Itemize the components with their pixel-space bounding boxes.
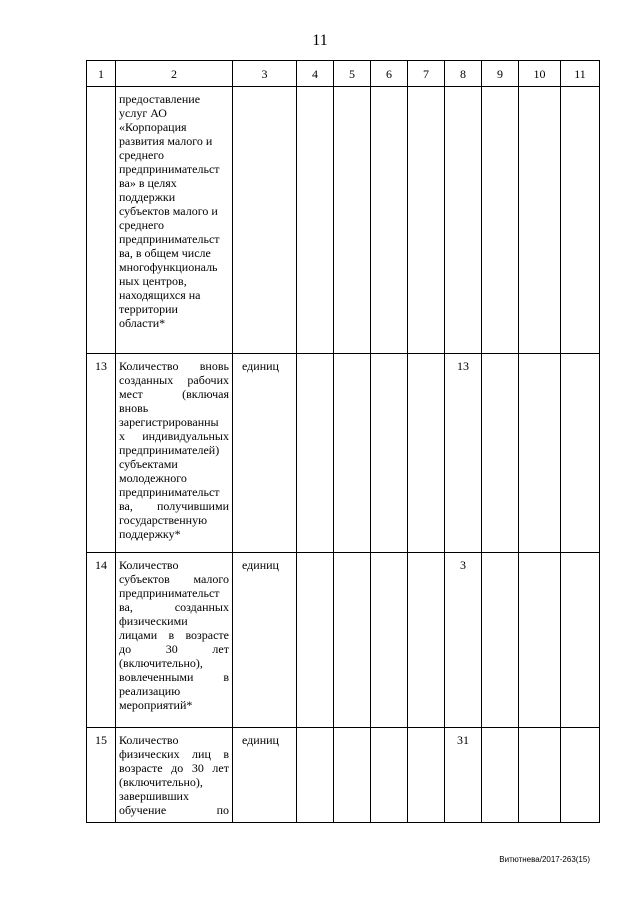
empty-value-cell — [334, 354, 371, 553]
empty-value-cell — [371, 354, 408, 553]
empty-value-cell — [297, 354, 334, 553]
indicator-name-line: завершивших — [119, 789, 189, 803]
indicator-name-line: предпринимательст — [119, 162, 220, 176]
page-number: 11 — [312, 32, 328, 49]
column-header: 6 — [371, 61, 408, 87]
empty-value-cell — [408, 87, 445, 354]
indicator-name-line: предоставление — [119, 92, 201, 106]
empty-value-cell — [561, 354, 600, 553]
value-cell-col8: 13 — [445, 354, 482, 553]
empty-value-cell — [297, 553, 334, 728]
empty-value-cell — [297, 728, 334, 823]
empty-value-cell — [519, 728, 561, 823]
table-row — [87, 354, 600, 553]
indicator-name-line: Количество вновь — [119, 359, 229, 373]
indicator-name-line: зарегистрированны — [119, 415, 219, 429]
indicator-name-line: государственную — [119, 513, 208, 527]
indicator-name-line: (включительно), — [119, 656, 203, 670]
indicator-name-line: ных центров, — [119, 274, 187, 288]
empty-value-cell — [482, 354, 519, 553]
indicator-name-line: реализацию — [119, 684, 181, 698]
row-number: 14 — [87, 553, 116, 728]
indicator-name-line: субъектами — [119, 457, 178, 471]
indicator-name-line: Количество — [119, 733, 179, 747]
header-row — [87, 61, 600, 87]
table-row — [87, 728, 600, 823]
empty-value-cell — [519, 87, 561, 354]
indicator-name-line: молодежного — [119, 471, 187, 485]
empty-value-cell — [482, 553, 519, 728]
indicator-name-line: х индивидуальных — [119, 429, 229, 443]
value-cell-col8: 3 — [445, 553, 482, 728]
column-header: 1 — [87, 61, 116, 87]
empty-value-cell — [334, 553, 371, 728]
indicator-name-line: мест (включая — [119, 387, 229, 401]
table-row — [87, 87, 600, 354]
empty-value-cell — [561, 728, 600, 823]
empty-value-cell — [482, 728, 519, 823]
indicator-name-line: территории — [119, 302, 178, 316]
indicator-name-line: созданных рабочих — [119, 373, 229, 387]
indicator-name-line: среднего — [119, 218, 164, 232]
indicator-name-line: услуг АО — [119, 106, 167, 120]
empty-value-cell — [408, 728, 445, 823]
indicator-name — [116, 354, 233, 553]
indicator-name-line: Количество — [119, 558, 179, 572]
row-number: 13 — [87, 354, 116, 553]
empty-value-cell — [408, 354, 445, 553]
indicator-name-line: обучение по — [119, 803, 229, 817]
column-header: 4 — [297, 61, 334, 87]
indicator-name-line: «Корпорация — [119, 120, 187, 134]
column-header: 7 — [408, 61, 445, 87]
empty-value-cell — [519, 553, 561, 728]
column-header: 8 — [445, 61, 482, 87]
empty-value-cell — [561, 87, 600, 354]
indicators-table — [86, 60, 600, 823]
empty-value-cell — [334, 87, 371, 354]
indicator-name-line: ва, в общем числе — [119, 246, 211, 260]
indicator-name-line: вовлеченными в — [119, 670, 229, 684]
indicator-name-line: поддержку* — [119, 527, 181, 541]
indicator-name-line: развития малого и — [119, 134, 213, 148]
empty-value-cell — [371, 553, 408, 728]
column-header: 9 — [482, 61, 519, 87]
empty-value-cell — [482, 87, 519, 354]
indicator-name-line: предпринимателей) — [119, 443, 220, 457]
indicator-name-line: физическими — [119, 614, 188, 628]
value-cell-col8: 31 — [445, 728, 482, 823]
indicator-name-line: ва, созданных — [119, 600, 229, 614]
indicator-name-line: (включительно), — [119, 775, 203, 789]
indicator-name-line: ва» в целях — [119, 176, 177, 190]
row-number: 15 — [87, 728, 116, 823]
indicator-name-line: ва, получившими — [119, 499, 229, 513]
indicator-name-line: субъектов малого — [119, 572, 229, 586]
column-header: 10 — [519, 61, 561, 87]
indicator-name-line: мероприятий* — [119, 698, 193, 712]
empty-value-cell — [371, 87, 408, 354]
empty-value-cell — [408, 553, 445, 728]
value-cell-col8 — [445, 87, 482, 354]
unit-cell — [233, 87, 297, 354]
table-row — [87, 553, 600, 728]
indicator-name — [116, 87, 233, 354]
indicator-name-line: предпринимательст — [119, 485, 220, 499]
indicator-name-line: находящихся на — [119, 288, 201, 302]
indicator-name-line: вновь — [119, 401, 149, 415]
indicator-name-line: предпринимательст — [119, 232, 220, 246]
indicator-name-line: среднего — [119, 148, 164, 162]
indicator-name-line: возрасте до 30 лет — [119, 761, 229, 775]
indicator-name-line: лицами в возрасте — [119, 628, 229, 642]
indicator-name-line: субъектов малого и — [119, 204, 218, 218]
empty-value-cell — [561, 553, 600, 728]
footer-code: Витютнева/2017-263(15) — [499, 855, 590, 864]
unit-cell: единиц — [233, 728, 297, 823]
indicator-name-line: до 30 лет — [119, 642, 229, 656]
indicator-name-line: поддержки — [119, 190, 176, 204]
empty-value-cell — [334, 728, 371, 823]
indicator-name — [116, 553, 233, 728]
column-header: 3 — [233, 61, 297, 87]
indicator-name-line: физических лиц в — [119, 747, 229, 761]
empty-value-cell — [297, 87, 334, 354]
row-number — [87, 87, 116, 354]
empty-value-cell — [519, 354, 561, 553]
unit-cell: единиц — [233, 553, 297, 728]
column-header: 5 — [334, 61, 371, 87]
indicator-name-line: предпринимательст — [119, 586, 220, 600]
indicator-name-line: области* — [119, 316, 166, 330]
column-header: 11 — [561, 61, 600, 87]
empty-value-cell — [371, 728, 408, 823]
indicator-name — [116, 728, 233, 823]
unit-cell: единиц — [233, 354, 297, 553]
column-header: 2 — [116, 61, 233, 87]
indicator-name-line: многофункциональ — [119, 260, 218, 274]
